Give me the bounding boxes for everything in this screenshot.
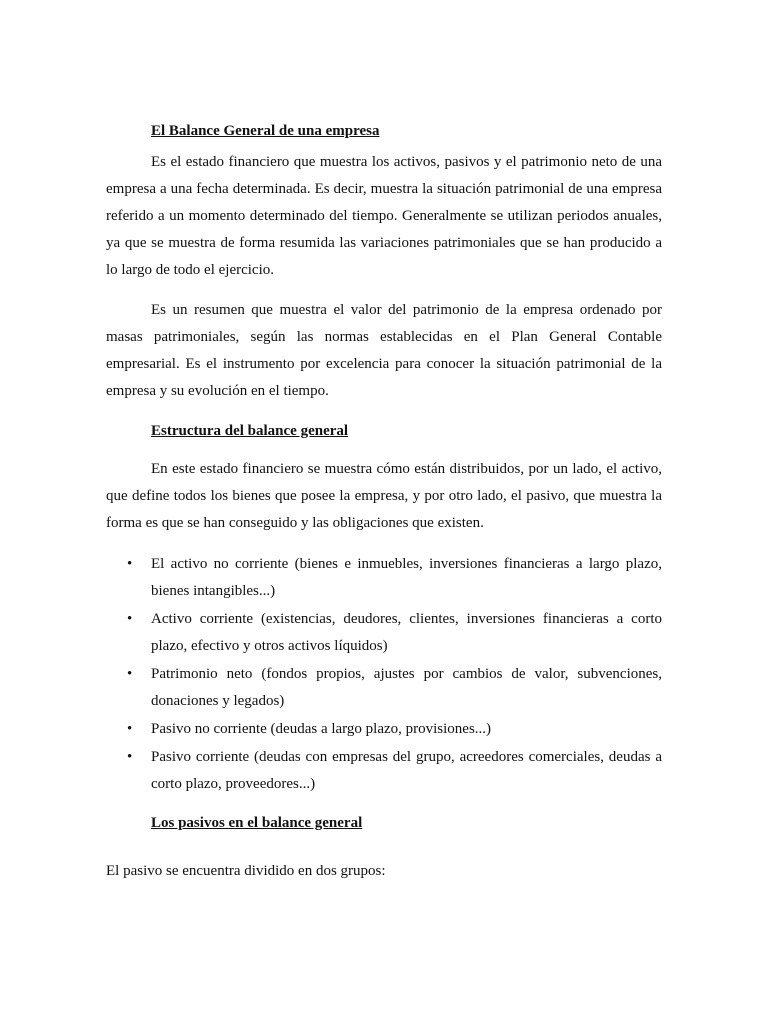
list-item <box>106 606 662 660</box>
bullet-icon: • <box>127 611 133 627</box>
heading-balance-general: El Balance General de una empresa <box>151 123 380 139</box>
list-item-text: Pasivo corriente (deudas con empresas del grupo, acreedores comerciales, deudas a corto plazo, proveedores...) <box>151 749 662 792</box>
list-item <box>106 716 662 743</box>
list-item-text: Activo corriente (existencias, deudores, clientes, inversiones financieras a corto plazo, efectivo y otros activos líquidos) <box>151 611 662 654</box>
paragraph-definition: Es el estado financiero que muestra los activos, pasivos y el patrimonio neto de una empresa a una fecha determinada. Es decir, muestra la situación patrimonial de una empresa referido a un momento determinado del tiempo. Generalmente se utilizan periodos anuales, ya que se muestra de forma resumida las variaciones patrimoniales que se han producido a lo largo de todo el ejercicio. <box>106 154 662 278</box>
list-item-text: Patrimonio neto (fondos propios, ajustes por cambios de valor, subvenciones, donaciones y legados) <box>151 666 662 709</box>
list-item <box>106 744 662 798</box>
paragraph-summary: Es un resumen que muestra el valor del patrimonio de la empresa ordenado por masas patrimoniales, según las normas establecidas en el Plan General Contable empresarial. Es el instrumento por excelencia para conocer la situación patrimonial de la empresa y su evolución en el tiempo. <box>106 302 662 399</box>
bullet-icon: • <box>127 749 133 765</box>
list-item-text: Pasivo no corriente (deudas a largo plazo, provisiones...) <box>151 721 492 737</box>
heading-pasivos: Los pasivos en el balance general <box>151 815 363 831</box>
balance-components-list <box>106 551 662 799</box>
list-item-text: El activo no corriente (bienes e inmuebles, inversiones financieras a largo plazo, bienes intangibles...) <box>151 556 662 599</box>
bullet-icon: • <box>127 556 133 572</box>
bullet-icon: • <box>127 721 133 737</box>
paragraph-pasivo-grupos: El pasivo se encuentra dividido en dos grupos: <box>106 863 386 879</box>
list-item <box>106 551 662 605</box>
list-item <box>106 661 662 715</box>
paragraph-estructura: En este estado financiero se muestra cómo están distribuidos, por un lado, el activo, que define todos los bienes que posee la empresa, y por otro lado, el pasivo, que muestra la forma es que se han conseguido y las obligaciones que existen. <box>106 461 662 531</box>
bullet-icon: • <box>127 666 133 682</box>
heading-estructura: Estructura del balance general <box>151 423 349 439</box>
